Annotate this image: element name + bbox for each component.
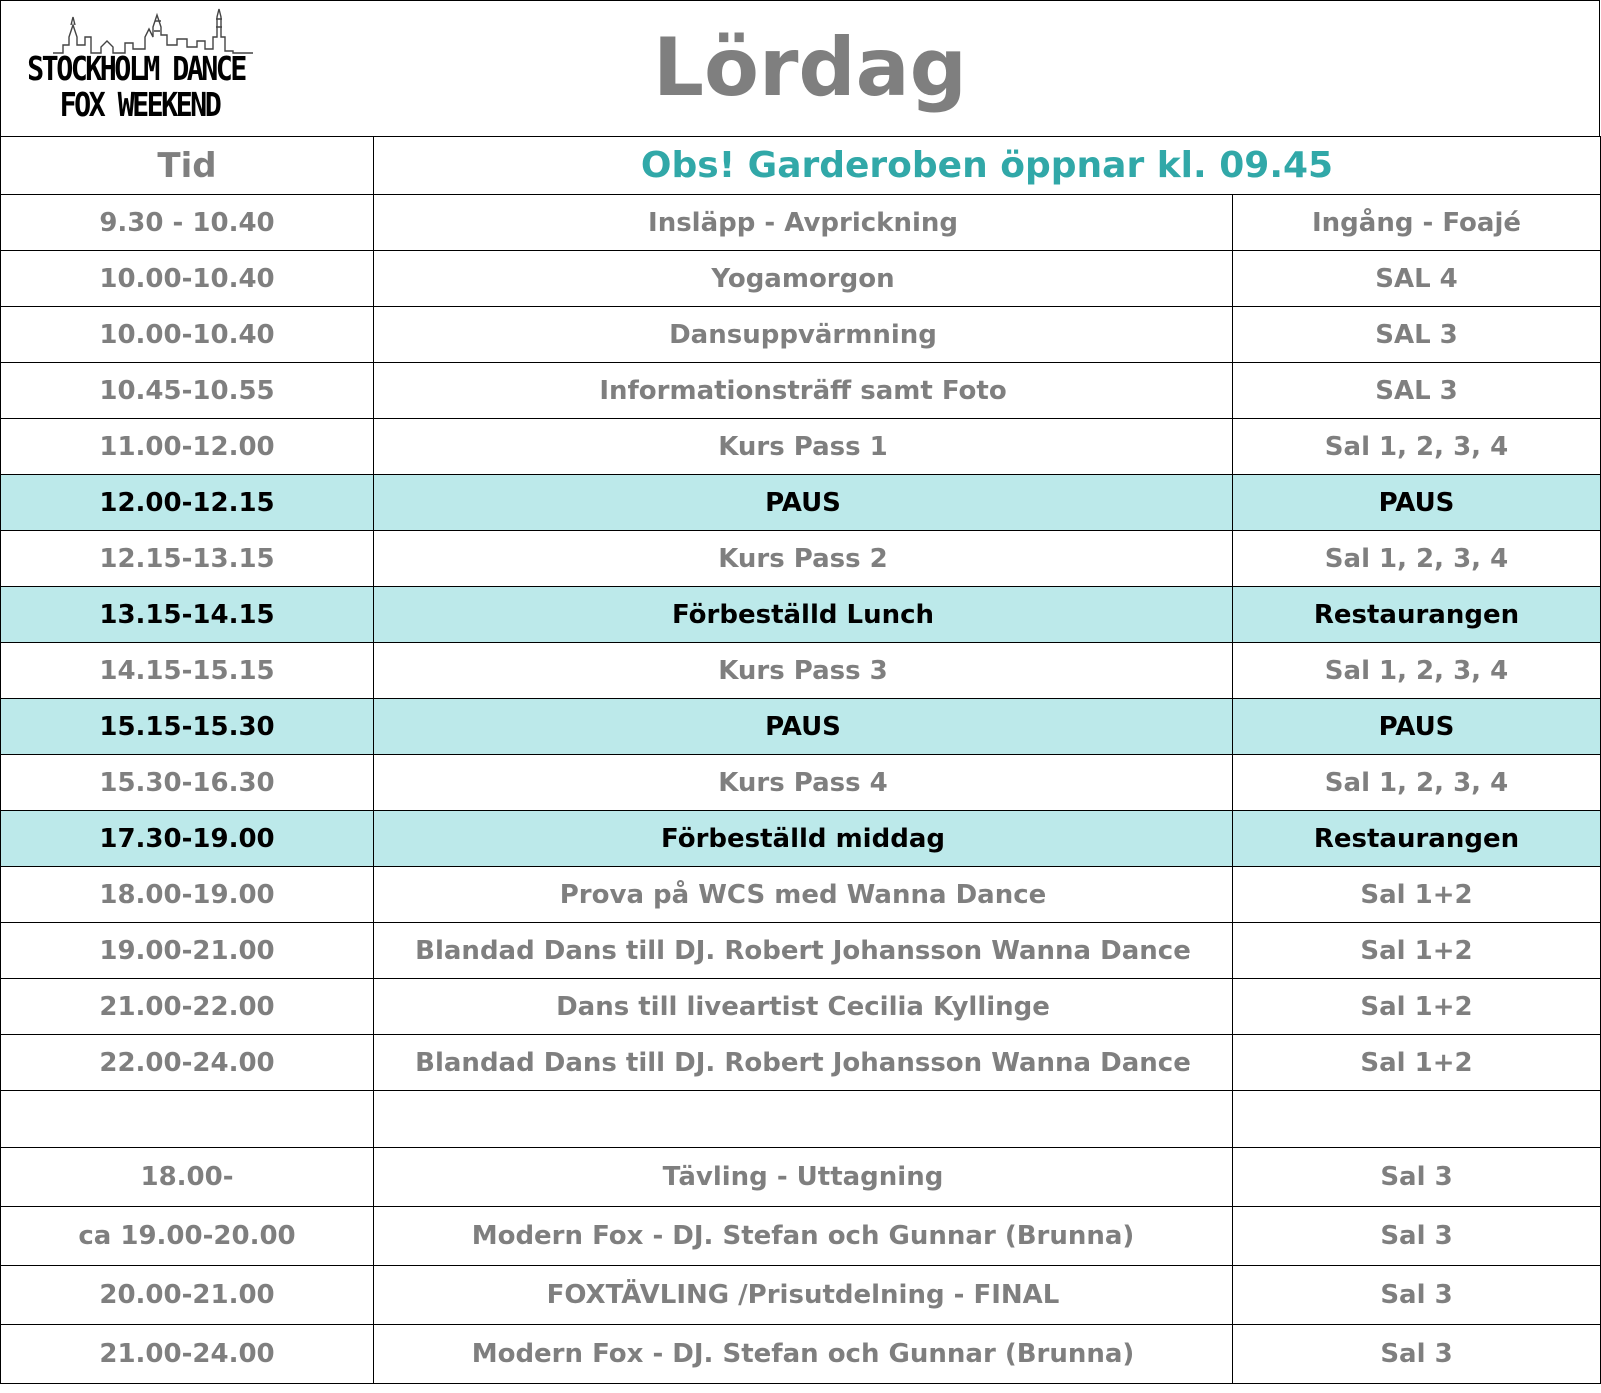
- place-cell: Sal 3: [1233, 1266, 1601, 1325]
- empty-cell: [1, 1091, 374, 1148]
- place-cell: Sal 1+2: [1233, 867, 1601, 923]
- event-logo: [13, 7, 293, 131]
- page-header: [0, 0, 1600, 137]
- schedule-table: [0, 136, 1601, 1384]
- time-cell: 14.15-15.15: [1, 643, 374, 699]
- time-cell: 17.30-19.00: [1, 811, 374, 867]
- table-row: [1, 307, 1601, 363]
- table-header-row: [1, 137, 1601, 195]
- place-cell: PAUS: [1233, 475, 1601, 531]
- time-cell: 20.00-21.00: [1, 1266, 374, 1325]
- place-cell: Sal 3: [1233, 1207, 1601, 1266]
- time-cell: 15.30-16.30: [1, 755, 374, 811]
- table-row: [1, 587, 1601, 643]
- place-cell: Sal 1, 2, 3, 4: [1233, 755, 1601, 811]
- table-row: [1, 475, 1601, 531]
- activity-cell: Prova på WCS med Wanna Dance: [374, 867, 1233, 923]
- activity-cell: Dans till liveartist Cecilia Kyllinge: [374, 979, 1233, 1035]
- table-row: [1, 419, 1601, 475]
- logo-line-2: FOX WEEKEND: [59, 85, 220, 124]
- place-cell: Sal 3: [1233, 1325, 1601, 1384]
- wardrobe-notice: Obs! Garderoben öppnar kl. 09.45: [374, 137, 1601, 195]
- time-cell: 15.15-15.30: [1, 699, 374, 755]
- time-cell: 10.00-10.40: [1, 251, 374, 307]
- table-row: [1, 363, 1601, 419]
- time-cell: 18.00-19.00: [1, 867, 374, 923]
- activity-cell: Informationsträff samt Foto: [374, 363, 1233, 419]
- place-cell: Sal 1+2: [1233, 923, 1601, 979]
- place-cell: SAL 3: [1233, 307, 1601, 363]
- place-cell: PAUS: [1233, 699, 1601, 755]
- logo-line-1: STOCKHOLM DANCE: [27, 49, 245, 88]
- place-cell: SAL 4: [1233, 251, 1601, 307]
- table-row: [1, 643, 1601, 699]
- time-cell: 18.00-: [1, 1148, 374, 1207]
- table-row: [1, 251, 1601, 307]
- table-row: [1, 1207, 1601, 1266]
- time-cell: 12.00-12.15: [1, 475, 374, 531]
- table-row: [1, 531, 1601, 587]
- table-row: [1, 1148, 1601, 1207]
- time-cell: 10.00-10.40: [1, 307, 374, 363]
- activity-cell: Kurs Pass 4: [374, 755, 1233, 811]
- empty-row: [1, 1091, 1601, 1148]
- activity-cell: Tävling - Uttagning: [374, 1148, 1233, 1207]
- table-row: [1, 699, 1601, 755]
- stockholm-skyline-icon: [53, 7, 253, 55]
- empty-cell: [374, 1091, 1233, 1148]
- place-cell: Sal 1+2: [1233, 979, 1601, 1035]
- activity-cell: Yogamorgon: [374, 251, 1233, 307]
- table-row: [1, 195, 1601, 251]
- table-row: [1, 1266, 1601, 1325]
- time-cell: 9.30 - 10.40: [1, 195, 374, 251]
- activity-cell: Förbeställd Lunch: [374, 587, 1233, 643]
- activity-cell: PAUS: [374, 475, 1233, 531]
- empty-cell: [1233, 1091, 1601, 1148]
- time-cell: 12.15-13.15: [1, 531, 374, 587]
- activity-cell: Blandad Dans till DJ. Robert Johansson Wanna Dance: [374, 1035, 1233, 1091]
- table-row: [1, 1035, 1601, 1091]
- time-cell: 21.00-24.00: [1, 1325, 374, 1384]
- activity-cell: Kurs Pass 3: [374, 643, 1233, 699]
- activity-cell: Modern Fox - DJ. Stefan och Gunnar (Brunna): [374, 1325, 1233, 1384]
- place-cell: Sal 1, 2, 3, 4: [1233, 419, 1601, 475]
- place-cell: Ingång - Foajé: [1233, 195, 1601, 251]
- page-title: Lördag: [653, 21, 967, 114]
- table-row: [1, 811, 1601, 867]
- place-cell: Sal 3: [1233, 1148, 1601, 1207]
- activity-cell: Insläpp - Avprickning: [374, 195, 1233, 251]
- activity-cell: FOXTÄVLING /Prisutdelning - FINAL: [374, 1266, 1233, 1325]
- table-row: [1, 979, 1601, 1035]
- time-cell: 10.45-10.55: [1, 363, 374, 419]
- time-cell: 11.00-12.00: [1, 419, 374, 475]
- place-cell: Sal 1+2: [1233, 1035, 1601, 1091]
- table-row: [1, 867, 1601, 923]
- activity-cell: Förbeställd middag: [374, 811, 1233, 867]
- time-cell: 13.15-14.15: [1, 587, 374, 643]
- table-row: [1, 755, 1601, 811]
- time-cell: 21.00-22.00: [1, 979, 374, 1035]
- place-cell: Sal 1, 2, 3, 4: [1233, 643, 1601, 699]
- place-cell: Sal 1, 2, 3, 4: [1233, 531, 1601, 587]
- activity-cell: PAUS: [374, 699, 1233, 755]
- time-cell: ca 19.00-20.00: [1, 1207, 374, 1266]
- activity-cell: Kurs Pass 2: [374, 531, 1233, 587]
- activity-cell: Dansuppvärmning: [374, 307, 1233, 363]
- table-row: [1, 923, 1601, 979]
- place-cell: SAL 3: [1233, 363, 1601, 419]
- activity-cell: Kurs Pass 1: [374, 419, 1233, 475]
- logo-text: [13, 51, 259, 123]
- time-column-header: Tid: [1, 137, 374, 195]
- table-row: [1, 1325, 1601, 1384]
- place-cell: Restaurangen: [1233, 587, 1601, 643]
- activity-cell: Modern Fox - DJ. Stefan och Gunnar (Brunna): [374, 1207, 1233, 1266]
- time-cell: 19.00-21.00: [1, 923, 374, 979]
- place-cell: Restaurangen: [1233, 811, 1601, 867]
- activity-cell: Blandad Dans till DJ. Robert Johansson Wanna Dance: [374, 923, 1233, 979]
- time-cell: 22.00-24.00: [1, 1035, 374, 1091]
